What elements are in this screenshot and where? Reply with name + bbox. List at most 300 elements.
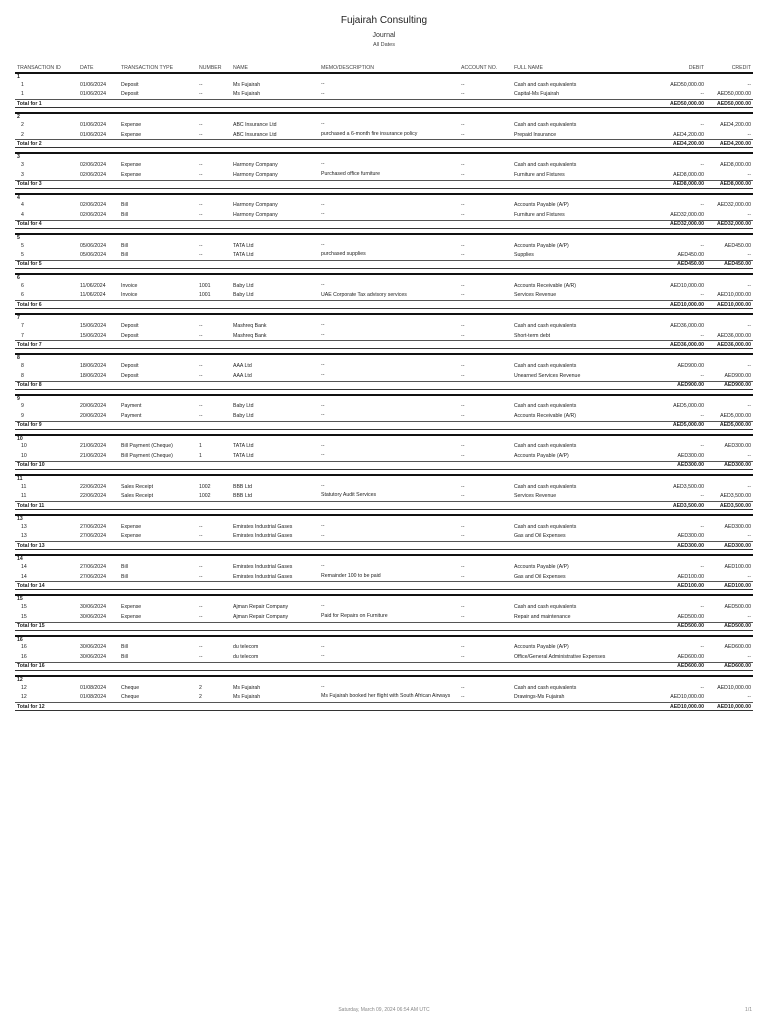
cell-date: 30/06/2024 — [80, 654, 106, 661]
total-debit: AED500.00 — [653, 622, 706, 630]
cell-type: Expense — [121, 171, 142, 178]
cell-memo: Remainder 100 to be paid — [321, 572, 381, 579]
cell-debit: AED32,000.00 — [670, 211, 704, 218]
cell-full-name: Cash and cash equivalents — [514, 523, 577, 530]
cell-full-name: Accounts Payable (A/P) — [514, 453, 569, 460]
cell-name: du telecom — [233, 644, 259, 651]
cell-date: 11/06/2024 — [80, 282, 106, 289]
group-header-row — [15, 354, 753, 361]
cell-number: -- — [199, 564, 203, 571]
group-header-row — [15, 234, 753, 241]
cell-debit: -- — [700, 412, 704, 419]
cell-full-name: Accounts Receivable (A/R) — [514, 282, 576, 289]
cell-account-no: -- — [461, 131, 465, 138]
cell-account-no: -- — [461, 211, 465, 218]
cell-name: Mashreq Bank — [233, 332, 267, 339]
cell-debit: -- — [700, 604, 704, 611]
total-credit: AED4,200.00 — [706, 140, 753, 148]
cell-debit: AED3,500.00 — [673, 483, 704, 490]
cell-credit: AED50,000.00 — [717, 91, 751, 98]
group-header-row — [15, 194, 753, 201]
cell-type: Bill Payment (Cheque) — [121, 453, 173, 460]
total-row — [15, 180, 753, 188]
cell-number: -- — [199, 171, 203, 178]
group-header-row — [15, 636, 753, 643]
total-row — [15, 542, 753, 550]
cell-type: Bill — [121, 654, 128, 661]
column-header[interactable]: TRANSACTION TYPE — [119, 64, 197, 73]
cell-full-name: Capital-Ms Fujairah — [514, 91, 559, 98]
total-debit: AED50,000.00 — [653, 100, 706, 108]
cell-number: -- — [199, 644, 203, 651]
cell-memo: -- — [321, 371, 325, 378]
table-row — [15, 562, 753, 572]
cell-memo: -- — [321, 241, 325, 248]
cell-name: Harmony Company — [233, 162, 278, 169]
group-header-row — [15, 395, 753, 402]
cell-account-no: -- — [461, 493, 465, 500]
cell-debit: -- — [700, 443, 704, 450]
total-label: Total for 7 — [15, 341, 653, 349]
cell-id: 6 — [21, 282, 24, 289]
total-credit: AED5,000.00 — [706, 421, 753, 429]
cell-type: Bill — [121, 644, 128, 651]
cell-full-name: Short-term debt — [514, 332, 551, 339]
cell-memo: -- — [321, 362, 325, 369]
cell-credit: -- — [747, 282, 751, 289]
cell-memo: -- — [321, 322, 325, 329]
cell-full-name: Cash and cash equivalents — [514, 684, 577, 691]
cell-account-no: -- — [461, 372, 465, 379]
cell-date: 30/06/2024 — [80, 604, 106, 611]
cell-id: 14 — [21, 564, 27, 571]
cell-date: 20/06/2024 — [80, 403, 106, 410]
cell-type: Expense — [121, 604, 142, 611]
cell-credit: AED3,500.00 — [720, 493, 751, 500]
cell-id: 15 — [21, 604, 27, 611]
table-row — [15, 643, 753, 653]
cell-id: 4 — [21, 202, 24, 209]
cell-id: 16 — [21, 654, 27, 661]
table-row — [15, 201, 753, 211]
cell-id: 13 — [21, 523, 27, 530]
cell-id: 14 — [21, 573, 27, 580]
cell-number: -- — [199, 372, 203, 379]
table-row — [15, 652, 753, 662]
cell-number: -- — [199, 131, 203, 138]
total-label: Total for 1 — [15, 100, 653, 108]
cell-name: TATA Ltd — [233, 453, 254, 460]
cell-debit: -- — [700, 372, 704, 379]
cell-number: -- — [199, 81, 203, 88]
cell-id: 7 — [21, 322, 24, 329]
cell-credit: -- — [747, 613, 751, 620]
cell-full-name: Accounts Payable (A/P) — [514, 644, 569, 651]
cell-number: 1002 — [199, 483, 211, 490]
cell-number: -- — [199, 523, 203, 530]
cell-credit: AED36,000.00 — [717, 332, 751, 339]
cell-credit: AED10,000.00 — [717, 684, 751, 691]
cell-date: 02/06/2024 — [80, 211, 106, 218]
cell-credit: AED5,000.00 — [720, 412, 751, 419]
column-header[interactable]: CREDIT — [706, 64, 753, 73]
cell-credit: AED500.00 — [724, 604, 751, 611]
group-header-row — [15, 314, 753, 321]
cell-full-name: Accounts Payable (A/P) — [514, 242, 569, 249]
group-id: 15 — [15, 595, 753, 602]
cell-account-no: -- — [461, 282, 465, 289]
column-header[interactable]: MEMO/DESCRIPTION — [319, 64, 459, 73]
cell-memo: -- — [321, 523, 325, 530]
column-header[interactable]: FULL NAME — [512, 64, 653, 73]
cell-credit: AED4,200.00 — [720, 121, 751, 128]
cell-credit: AED100.00 — [724, 564, 751, 571]
total-debit: AED5,000.00 — [653, 421, 706, 429]
table-row — [15, 371, 753, 381]
group-header-row — [15, 153, 753, 160]
total-credit: AED900.00 — [706, 381, 753, 389]
group-header-row — [15, 676, 753, 683]
cell-number: -- — [199, 573, 203, 580]
table-row — [15, 120, 753, 130]
column-header[interactable]: TRANSACTION ID — [15, 64, 78, 73]
cell-credit: -- — [747, 453, 751, 460]
cell-full-name: Accounts Receivable (A/R) — [514, 412, 576, 419]
total-debit: AED900.00 — [653, 381, 706, 389]
report-header — [0, 0, 768, 48]
cell-id: 8 — [21, 372, 24, 379]
cell-full-name: Gas and Oil Expenses — [514, 573, 566, 580]
total-row — [15, 301, 753, 309]
cell-name: Harmony Company — [233, 211, 278, 218]
total-credit: AED100.00 — [706, 582, 753, 590]
cell-full-name: Gas and Oil Expenses — [514, 533, 566, 540]
total-debit: AED32,000.00 — [653, 220, 706, 228]
cell-number: -- — [199, 211, 203, 218]
group-id: 6 — [15, 274, 753, 281]
cell-name: Emirates Industrial Gases — [233, 573, 293, 580]
cell-debit: AED36,000.00 — [670, 322, 704, 329]
cell-id: 1 — [21, 91, 24, 98]
total-label: Total for 3 — [15, 180, 653, 188]
cell-memo: -- — [321, 532, 325, 539]
cell-number: 2 — [199, 684, 202, 691]
column-header[interactable]: NUMBER — [197, 64, 231, 73]
cell-id: 2 — [21, 131, 24, 138]
cell-name: Harmony Company — [233, 171, 278, 178]
table-row — [15, 331, 753, 341]
cell-memo: -- — [321, 201, 325, 208]
cell-credit: -- — [747, 694, 751, 701]
cell-date: 01/06/2024 — [80, 91, 106, 98]
cell-full-name: Cash and cash equivalents — [514, 121, 577, 128]
total-label: Total for 14 — [15, 582, 653, 590]
cell-type: Invoice — [121, 292, 138, 299]
table-row — [15, 241, 753, 251]
cell-account-no: -- — [461, 644, 465, 651]
cell-debit: AED300.00 — [677, 453, 704, 460]
total-label: Total for 8 — [15, 381, 653, 389]
cell-full-name: Cash and cash equivalents — [514, 81, 577, 88]
cell-account-no: -- — [461, 604, 465, 611]
group-id: 16 — [15, 636, 753, 643]
group-id: 5 — [15, 234, 753, 241]
cell-full-name: Supplies — [514, 252, 534, 259]
cell-type: Expense — [121, 523, 142, 530]
cell-memo: Statutory Audit Services — [321, 492, 377, 499]
cell-debit: -- — [700, 91, 704, 98]
cell-debit: AED10,000.00 — [670, 694, 704, 701]
cell-type: Sales Receipt — [121, 483, 154, 490]
cell-number: -- — [199, 654, 203, 661]
cell-id: 12 — [21, 684, 27, 691]
cell-debit: AED300.00 — [677, 533, 704, 540]
total-label: Total for 4 — [15, 220, 653, 228]
column-header[interactable]: ACCOUNT NO. — [459, 64, 512, 73]
cell-name: Ajman Repair Company — [233, 613, 289, 620]
total-label: Total for 10 — [15, 461, 653, 469]
cell-date: 22/06/2024 — [80, 493, 106, 500]
column-header[interactable]: DATE — [78, 64, 119, 73]
total-debit: AED10,000.00 — [653, 703, 706, 711]
total-row — [15, 461, 753, 469]
group-header-row — [15, 435, 753, 442]
cell-account-no: -- — [461, 292, 465, 299]
cell-account-no: -- — [461, 533, 465, 540]
cell-full-name: Cash and cash equivalents — [514, 443, 577, 450]
group-header-row — [15, 515, 753, 522]
cell-credit: -- — [747, 81, 751, 88]
cell-name: Mashreq Bank — [233, 322, 267, 329]
cell-credit: -- — [747, 171, 751, 178]
cell-credit: -- — [747, 533, 751, 540]
group-header-row — [15, 475, 753, 482]
column-header[interactable]: DEBIT — [653, 64, 706, 73]
cell-number: -- — [199, 332, 203, 339]
cell-number: -- — [199, 322, 203, 329]
cell-account-no: -- — [461, 573, 465, 580]
total-label: Total for 5 — [15, 260, 653, 268]
cell-full-name: Cash and cash equivalents — [514, 604, 577, 611]
cell-id: 9 — [21, 403, 24, 410]
cell-debit: AED4,200.00 — [673, 131, 704, 138]
cell-credit: AED32,000.00 — [717, 202, 751, 209]
column-header[interactable]: NAME — [231, 64, 319, 73]
cell-number: -- — [199, 604, 203, 611]
cell-memo: -- — [321, 121, 325, 128]
cell-date: 01/08/2024 — [80, 684, 106, 691]
cell-memo: -- — [321, 81, 325, 87]
cell-debit: -- — [700, 242, 704, 249]
cell-name: Baby Ltd — [233, 403, 254, 410]
cell-memo: -- — [321, 281, 325, 288]
cell-credit: AED10,000.00 — [717, 292, 751, 299]
cell-id: 7 — [21, 332, 24, 339]
cell-full-name: Services Revenue — [514, 493, 557, 500]
cell-memo: UAE Corporate Tax advisory services — [321, 291, 407, 298]
table-row — [15, 90, 753, 100]
group-id: 8 — [15, 354, 753, 361]
cell-id: 11 — [21, 483, 27, 490]
cell-name: Ms Fujairah — [233, 91, 261, 98]
cell-full-name: Unearned Services Revenue — [514, 372, 581, 379]
cell-debit: AED5,000.00 — [673, 403, 704, 410]
cell-full-name: Cash and cash equivalents — [514, 162, 577, 169]
cell-name: Ajman Repair Company — [233, 604, 289, 611]
cell-type: Payment — [121, 403, 142, 410]
cell-id: 5 — [21, 242, 24, 249]
cell-type: Expense — [121, 613, 142, 620]
table-row — [15, 160, 753, 170]
cell-account-no: -- — [461, 363, 465, 370]
cell-date: 20/06/2024 — [80, 412, 106, 419]
table-row — [15, 321, 753, 331]
cell-number: 2 — [199, 694, 202, 701]
report-period: All Dates — [372, 42, 395, 48]
cell-date: 30/06/2024 — [80, 613, 106, 620]
cell-memo: -- — [321, 683, 325, 690]
cell-date: 15/06/2024 — [80, 332, 106, 339]
cell-id: 4 — [21, 211, 24, 218]
cell-id: 10 — [21, 453, 27, 460]
total-debit: AED3,500.00 — [653, 502, 706, 510]
group-id: 10 — [15, 435, 753, 442]
cell-date: 27/06/2024 — [80, 573, 106, 580]
group-id: 13 — [15, 515, 753, 522]
cell-name: BBB Ltd — [233, 493, 253, 500]
total-credit: AED50,000.00 — [706, 100, 753, 108]
cell-full-name: Services Revenue — [514, 292, 557, 299]
total-debit: AED8,000.00 — [653, 180, 706, 188]
table-row — [15, 612, 753, 622]
total-row — [15, 622, 753, 630]
group-id: 12 — [15, 676, 753, 683]
cell-type: Bill — [121, 252, 128, 259]
cell-date: 22/06/2024 — [80, 483, 106, 490]
total-label: Total for 2 — [15, 140, 653, 148]
cell-id: 11 — [21, 493, 27, 500]
cell-type: Deposit — [121, 81, 139, 88]
cell-number: -- — [199, 91, 203, 98]
cell-name: Baby Ltd — [233, 292, 254, 299]
cell-account-no: -- — [461, 242, 465, 249]
cell-full-name: Office/General Administrative Expenses — [514, 654, 606, 661]
total-label: Total for 12 — [15, 703, 653, 711]
cell-date: 02/06/2024 — [80, 162, 106, 169]
cell-name: ABC Insurance Ltd — [233, 121, 277, 128]
cell-id: 6 — [21, 292, 24, 299]
cell-full-name: Drawings-Ms Fujairah — [514, 694, 565, 701]
total-credit: AED3,500.00 — [706, 502, 753, 510]
cell-number: 1 — [199, 453, 202, 460]
footer-timestamp: Saturday, March 09, 2024 06:54 AM UTC — [338, 1007, 430, 1013]
cell-memo: -- — [321, 442, 325, 449]
cell-debit: AED500.00 — [677, 613, 704, 620]
cell-account-no: -- — [461, 403, 465, 410]
table-row — [15, 210, 753, 220]
total-row — [15, 341, 753, 349]
cell-account-no: -- — [461, 202, 465, 209]
total-label: Total for 6 — [15, 301, 653, 309]
cell-type: Expense — [121, 162, 142, 169]
cell-name: Ms Fujairah — [233, 694, 261, 701]
cell-date: 27/06/2024 — [80, 523, 106, 530]
cell-number: -- — [199, 252, 203, 259]
cell-date: 02/06/2024 — [80, 202, 106, 209]
cell-debit: -- — [700, 523, 704, 530]
group-header-row — [15, 555, 753, 562]
total-row — [15, 100, 753, 108]
cell-id: 9 — [21, 412, 24, 419]
cell-name: Baby Ltd — [233, 412, 254, 419]
cell-credit: -- — [747, 483, 751, 490]
cell-memo: Purchased office furniture — [321, 170, 381, 177]
total-credit: AED36,000.00 — [706, 341, 753, 349]
cell-account-no: -- — [461, 564, 465, 571]
table-row — [15, 281, 753, 291]
cell-id: 10 — [21, 443, 27, 450]
cell-name: Ms Fujairah — [233, 81, 261, 88]
cell-number: 1001 — [199, 282, 211, 289]
cell-debit: -- — [700, 202, 704, 209]
cell-type: Bill — [121, 564, 128, 571]
table-row — [15, 411, 753, 421]
cell-number: -- — [199, 202, 203, 209]
total-credit: AED450.00 — [706, 260, 753, 268]
cell-type: Deposit — [121, 332, 139, 339]
cell-credit: AED450.00 — [724, 242, 751, 249]
total-debit: AED10,000.00 — [653, 301, 706, 309]
cell-memo: -- — [321, 563, 325, 570]
cell-debit: AED100.00 — [677, 573, 704, 580]
cell-id: 2 — [21, 121, 24, 128]
table-row — [15, 170, 753, 180]
total-debit: AED300.00 — [653, 461, 706, 469]
cell-memo: -- — [321, 402, 325, 409]
cell-type: Expense — [121, 131, 142, 138]
group-id: 14 — [15, 555, 753, 562]
cell-account-no: -- — [461, 332, 465, 339]
cell-date: 15/06/2024 — [80, 322, 106, 329]
total-label: Total for 13 — [15, 542, 653, 550]
cell-name: Ms Fujairah — [233, 684, 261, 691]
cell-type: Bill — [121, 202, 128, 209]
total-row — [15, 502, 753, 510]
total-credit: AED300.00 — [706, 542, 753, 550]
cell-name: TATA Ltd — [233, 242, 254, 249]
cell-name: Harmony Company — [233, 202, 278, 209]
report-title: Journal — [372, 32, 396, 39]
cell-credit: -- — [747, 403, 751, 410]
table-row — [15, 361, 753, 371]
table-row — [15, 250, 753, 260]
total-debit: AED36,000.00 — [653, 341, 706, 349]
cell-debit: -- — [700, 292, 704, 299]
cell-full-name: Cash and cash equivalents — [514, 363, 577, 370]
cell-memo: -- — [321, 211, 325, 218]
cell-full-name: Repair and maintenance — [514, 613, 571, 620]
cell-date: 30/06/2024 — [80, 644, 106, 651]
cell-id: 12 — [21, 694, 27, 701]
group-id: 2 — [15, 113, 753, 120]
table-row — [15, 522, 753, 532]
cell-date: 18/06/2024 — [80, 363, 106, 370]
cell-account-no: -- — [461, 654, 465, 661]
total-label: Total for 11 — [15, 502, 653, 510]
cell-debit: AED450.00 — [677, 252, 704, 259]
cell-memo: purchased a 6-month fire insurance policy — [321, 130, 418, 137]
cell-credit: AED300.00 — [724, 443, 751, 450]
